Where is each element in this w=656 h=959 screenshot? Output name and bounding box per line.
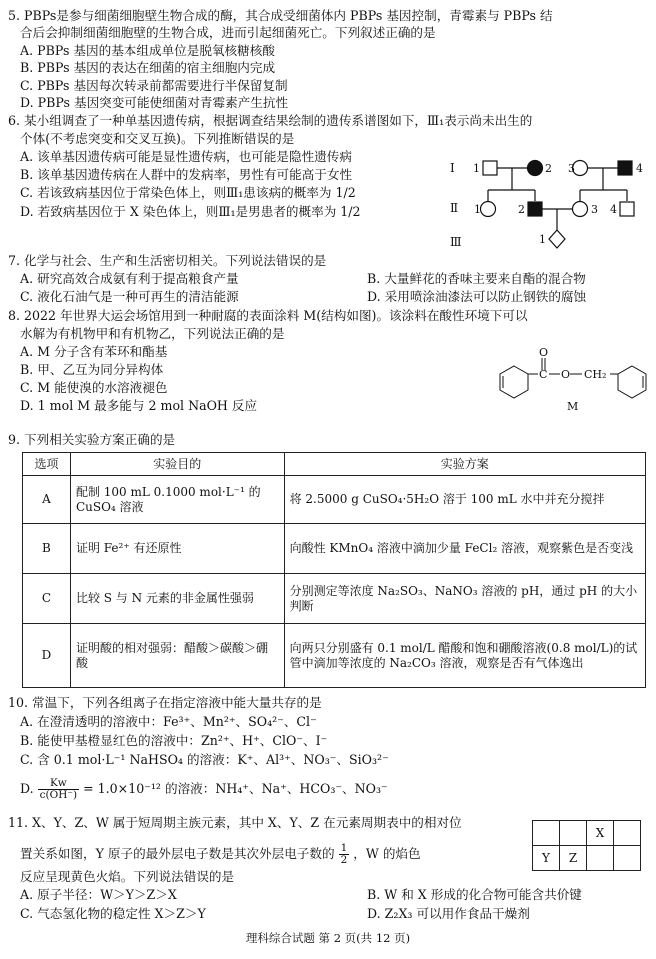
q5-option-a: A. PBPs 基因的基本组成单位是脱氧核糖核酸	[20, 43, 275, 58]
periodic-table-grid	[532, 820, 641, 871]
q8-option-a: A. M 分子含有苯环和酯基	[20, 344, 168, 359]
q11-option-a: A. 原子半径：W＞Y＞Z＞X	[20, 887, 177, 902]
q8-option-b: B. 甲、乙互为同分异构体	[20, 362, 164, 377]
pedigree-female-affected-i2	[528, 161, 543, 176]
cyclohexene-ring-left	[500, 366, 528, 398]
q6-option-a: A. 该单基因遗传病可能是显性遗传病，也可能是隐性遗传病	[20, 149, 352, 164]
pedigree-num-ii2: 2	[518, 203, 525, 216]
q11-stem-2b: ，W 的焰色	[353, 846, 421, 861]
q6-option-d: D. 若致病基因位于 X 染色体上，则Ⅲ₁是男患者的概率为 1/2	[20, 204, 361, 219]
table-cell-plan: 分别测定等浓度 Na₂SO₃、NaNO₃ 溶液的 pH，通过 pH 的大小判断	[284, 574, 645, 624]
q10-option-c: C. 含 0.1 mol·L⁻¹ NaHSO₄ 的溶液：K⁺、Al³⁺、NO₃⁻、SiO₃²⁻	[20, 752, 389, 767]
q5-stem-2: 合后会抑制细菌细胞壁的生物合成，进而引起细菌死亡。下列叙述正确的是	[20, 25, 436, 40]
grid-cell	[560, 821, 587, 846]
q7-option-b: B. 大量鲜花的香味主要来自酯的混合物	[367, 271, 586, 286]
q11-option-b: B. W 和 X 形成的化合物可能含共价键	[367, 887, 582, 902]
q7-option-c: C. 液化石油气是一种可再生的清洁能源	[20, 289, 239, 304]
pedigree-diagram	[440, 150, 650, 260]
ester-oxygen-label: O	[561, 368, 571, 381]
grid-cell-x: X	[587, 821, 614, 846]
q8-option-d: D. 1 mol M 最多能与 2 mol NaOH 反应	[20, 398, 258, 413]
table-row	[23, 524, 646, 574]
table-cell-goal: 证明酸的相对强弱：醋酸＞碳酸＞硼酸	[70, 624, 284, 688]
q5-option-d: D. PBPs 基因突变可能使细菌对青霉素产生抗性	[20, 95, 289, 110]
generation-label-1: Ⅰ	[450, 161, 455, 175]
experiment-table	[22, 452, 646, 688]
q11-stem-2a: 置关系如图，Y 原子的最外层电子数是其次外层电子数的	[20, 846, 335, 861]
q10-stem: 10. 常温下，下列各组离子在指定溶液中能大量共存的是	[8, 695, 322, 710]
grid-cell	[587, 846, 614, 871]
grid-cell	[533, 821, 560, 846]
table-header-option: 选项	[23, 453, 71, 476]
table-cell-option: D	[23, 624, 71, 688]
q7-stem: 7. 化学与社会、生产和生活密切相关。下列说法错误的是	[8, 253, 327, 268]
q11-option-c: C. 气态氢化物的稳定性 X＞Z＞Y	[20, 906, 206, 921]
q10-option-d-rest: = 1.0×10⁻¹² 的溶液：NH₄⁺、Na⁺、HCO₃⁻、NO₃⁻	[83, 781, 388, 796]
q7-option-a: A. 研究高效合成氨有利于提高粮食产量	[20, 271, 239, 286]
pedigree-num-i2: 2	[545, 162, 552, 175]
q6-option-b: B. 该单基因遗传病在人群中的发病率，男性有可能高于女性	[20, 167, 353, 182]
pedigree-male-i1	[483, 161, 497, 175]
pedigree-num-i1: 1	[473, 162, 480, 175]
grid-cell-y: Y	[533, 846, 560, 871]
q5-stem-1: 5. PBPs是参与细菌细胞壁生物合成的酶，其合成受细菌体内 PBPs 基因控制，青霉素与 PBPs 结	[8, 8, 553, 23]
q9-stem: 9. 下列相关实验方案正确的是	[8, 432, 176, 447]
generation-label-2: Ⅱ	[450, 201, 459, 215]
table-cell-goal: 比较 S 与 N 元素的非金属性强弱	[70, 574, 284, 624]
pedigree-male-affected-i4	[618, 161, 632, 175]
q8-stem-1: 8. 2022 年世界大运会场馆用到一种耐腐的表面涂料 M(结构如图)。该涂料在酸性环境下可以	[8, 308, 528, 323]
table-cell-plan: 向两只分别盛有 0.1 mol/L 醋酸和饱和硼酸溶液(0.8 mol/L)的试管中滴加等浓度的 Na₂CO₃ 溶液，观察是否有气体逸出	[284, 624, 645, 688]
q6-option-c: C. 若该致病基因位于常染色体上，则Ⅲ₁患该病的概率为 1/2	[20, 185, 356, 200]
table-header-plan: 实验方案	[284, 453, 645, 476]
table-row	[23, 476, 646, 524]
table-cell-goal: 证明 Fe²⁺ 有还原性	[70, 524, 284, 574]
table-cell-plan: 向酸性 KMnO₄ 溶液中滴加少量 FeCl₂ 溶液，观察紫色是否变浅	[284, 524, 645, 574]
generation-label-3: Ⅲ	[450, 235, 462, 249]
grid-cell	[614, 821, 641, 846]
q8-option-c: C. M 能使溴的水溶液褪色	[20, 380, 168, 395]
pedigree-num-ii4: 4	[610, 203, 617, 216]
q11-stem-3: 反应呈现黄色火焰。下列说法错误的是	[20, 869, 235, 884]
table-cell-option: C	[23, 574, 71, 624]
q10-option-b: B. 能使甲基橙显红色的溶液中：Zn²⁺、H⁺、ClO⁻、I⁻	[20, 733, 328, 748]
q6-stem-2: 个体(不考虑突变和交叉互换)。下列推断错误的是	[20, 131, 295, 146]
pedigree-num-ii3: 3	[591, 203, 598, 216]
q11-fraction	[339, 843, 350, 866]
pedigree-num-iii1: 1	[539, 233, 546, 246]
fraction-denominator: 2	[340, 854, 348, 866]
table-row	[23, 624, 646, 688]
q11-stem-1: 11. X、Y、Z、W 属于短周期主族元素，其中 X、Y、Z 在元素周期表中的相对位	[8, 815, 462, 830]
fraction-numerator: Kw	[38, 778, 79, 790]
table-cell-goal: 配制 100 mL 0.1000 mol·L⁻¹ 的 CuSO₄ 溶液	[70, 476, 284, 524]
pedigree-num-i4: 4	[636, 162, 643, 175]
q8-stem-2: 水解为有机物甲和有机物乙，下列说法正确的是	[20, 326, 285, 341]
q10-option-d-prefix: D.	[20, 781, 34, 796]
q10-option-a: A. 在澄清透明的溶液中：Fe³⁺、Mn²⁺、SO₄²⁻、Cl⁻	[20, 714, 317, 729]
pedigree-num-ii1: 1	[474, 203, 481, 216]
table-cell-plan: 将 2.5000 g CuSO₄·5H₂O 溶于 100 mL 水中并充分搅拌	[284, 476, 645, 524]
methylene-label: CH₂	[584, 368, 607, 381]
q10-option-d-fraction	[38, 778, 79, 801]
pedigree-female-ii3	[573, 202, 588, 217]
fraction-numerator: 1	[340, 842, 348, 854]
q11-option-d: D. Z₂X₃ 可以用作食品干燥剂	[367, 906, 530, 921]
table-header-goal: 实验目的	[70, 453, 284, 476]
table-cell-option: A	[23, 476, 71, 524]
table-row	[23, 574, 646, 624]
table-cell-option: B	[23, 524, 71, 574]
q6-stem-1: 6. 某小组调查了一种单基因遗传病，根据调查结果绘制的遗传系谱图如下，Ⅲ₁表示尚未出生的	[8, 113, 533, 128]
cyclohexene-ring-right	[618, 366, 646, 398]
carbonyl-oxygen-label: O	[539, 346, 549, 359]
q10-option-d	[20, 778, 656, 801]
pedigree-unborn-iii1	[549, 230, 565, 248]
grid-cell	[614, 846, 641, 871]
pedigree-male-ii4	[620, 202, 634, 216]
page-footer: 理科综合试题 第 2 页(共 12 页)	[245, 931, 411, 945]
grid-cell-z: Z	[560, 846, 587, 871]
pedigree-num-i3: 3	[568, 162, 575, 175]
pedigree-female-ii1	[481, 202, 496, 217]
fraction-denominator: c(OH⁻)	[39, 789, 78, 801]
table-header-row	[23, 453, 646, 476]
q7-option-d: D. 采用喷涂油漆法可以防止钢铁的腐蚀	[367, 289, 587, 304]
carbonyl-carbon-label: C	[539, 368, 548, 381]
pedigree-male-affected-ii2	[528, 202, 542, 216]
molecule-m-label: M	[567, 400, 579, 413]
q5-option-b: B. PBPs 基因的表达在细菌的宿主细胞内完成	[20, 60, 276, 75]
q5-option-c: C. PBPs 基因每次转录前都需要进行半保留复制	[20, 78, 288, 93]
q11-stem-2	[20, 843, 530, 866]
